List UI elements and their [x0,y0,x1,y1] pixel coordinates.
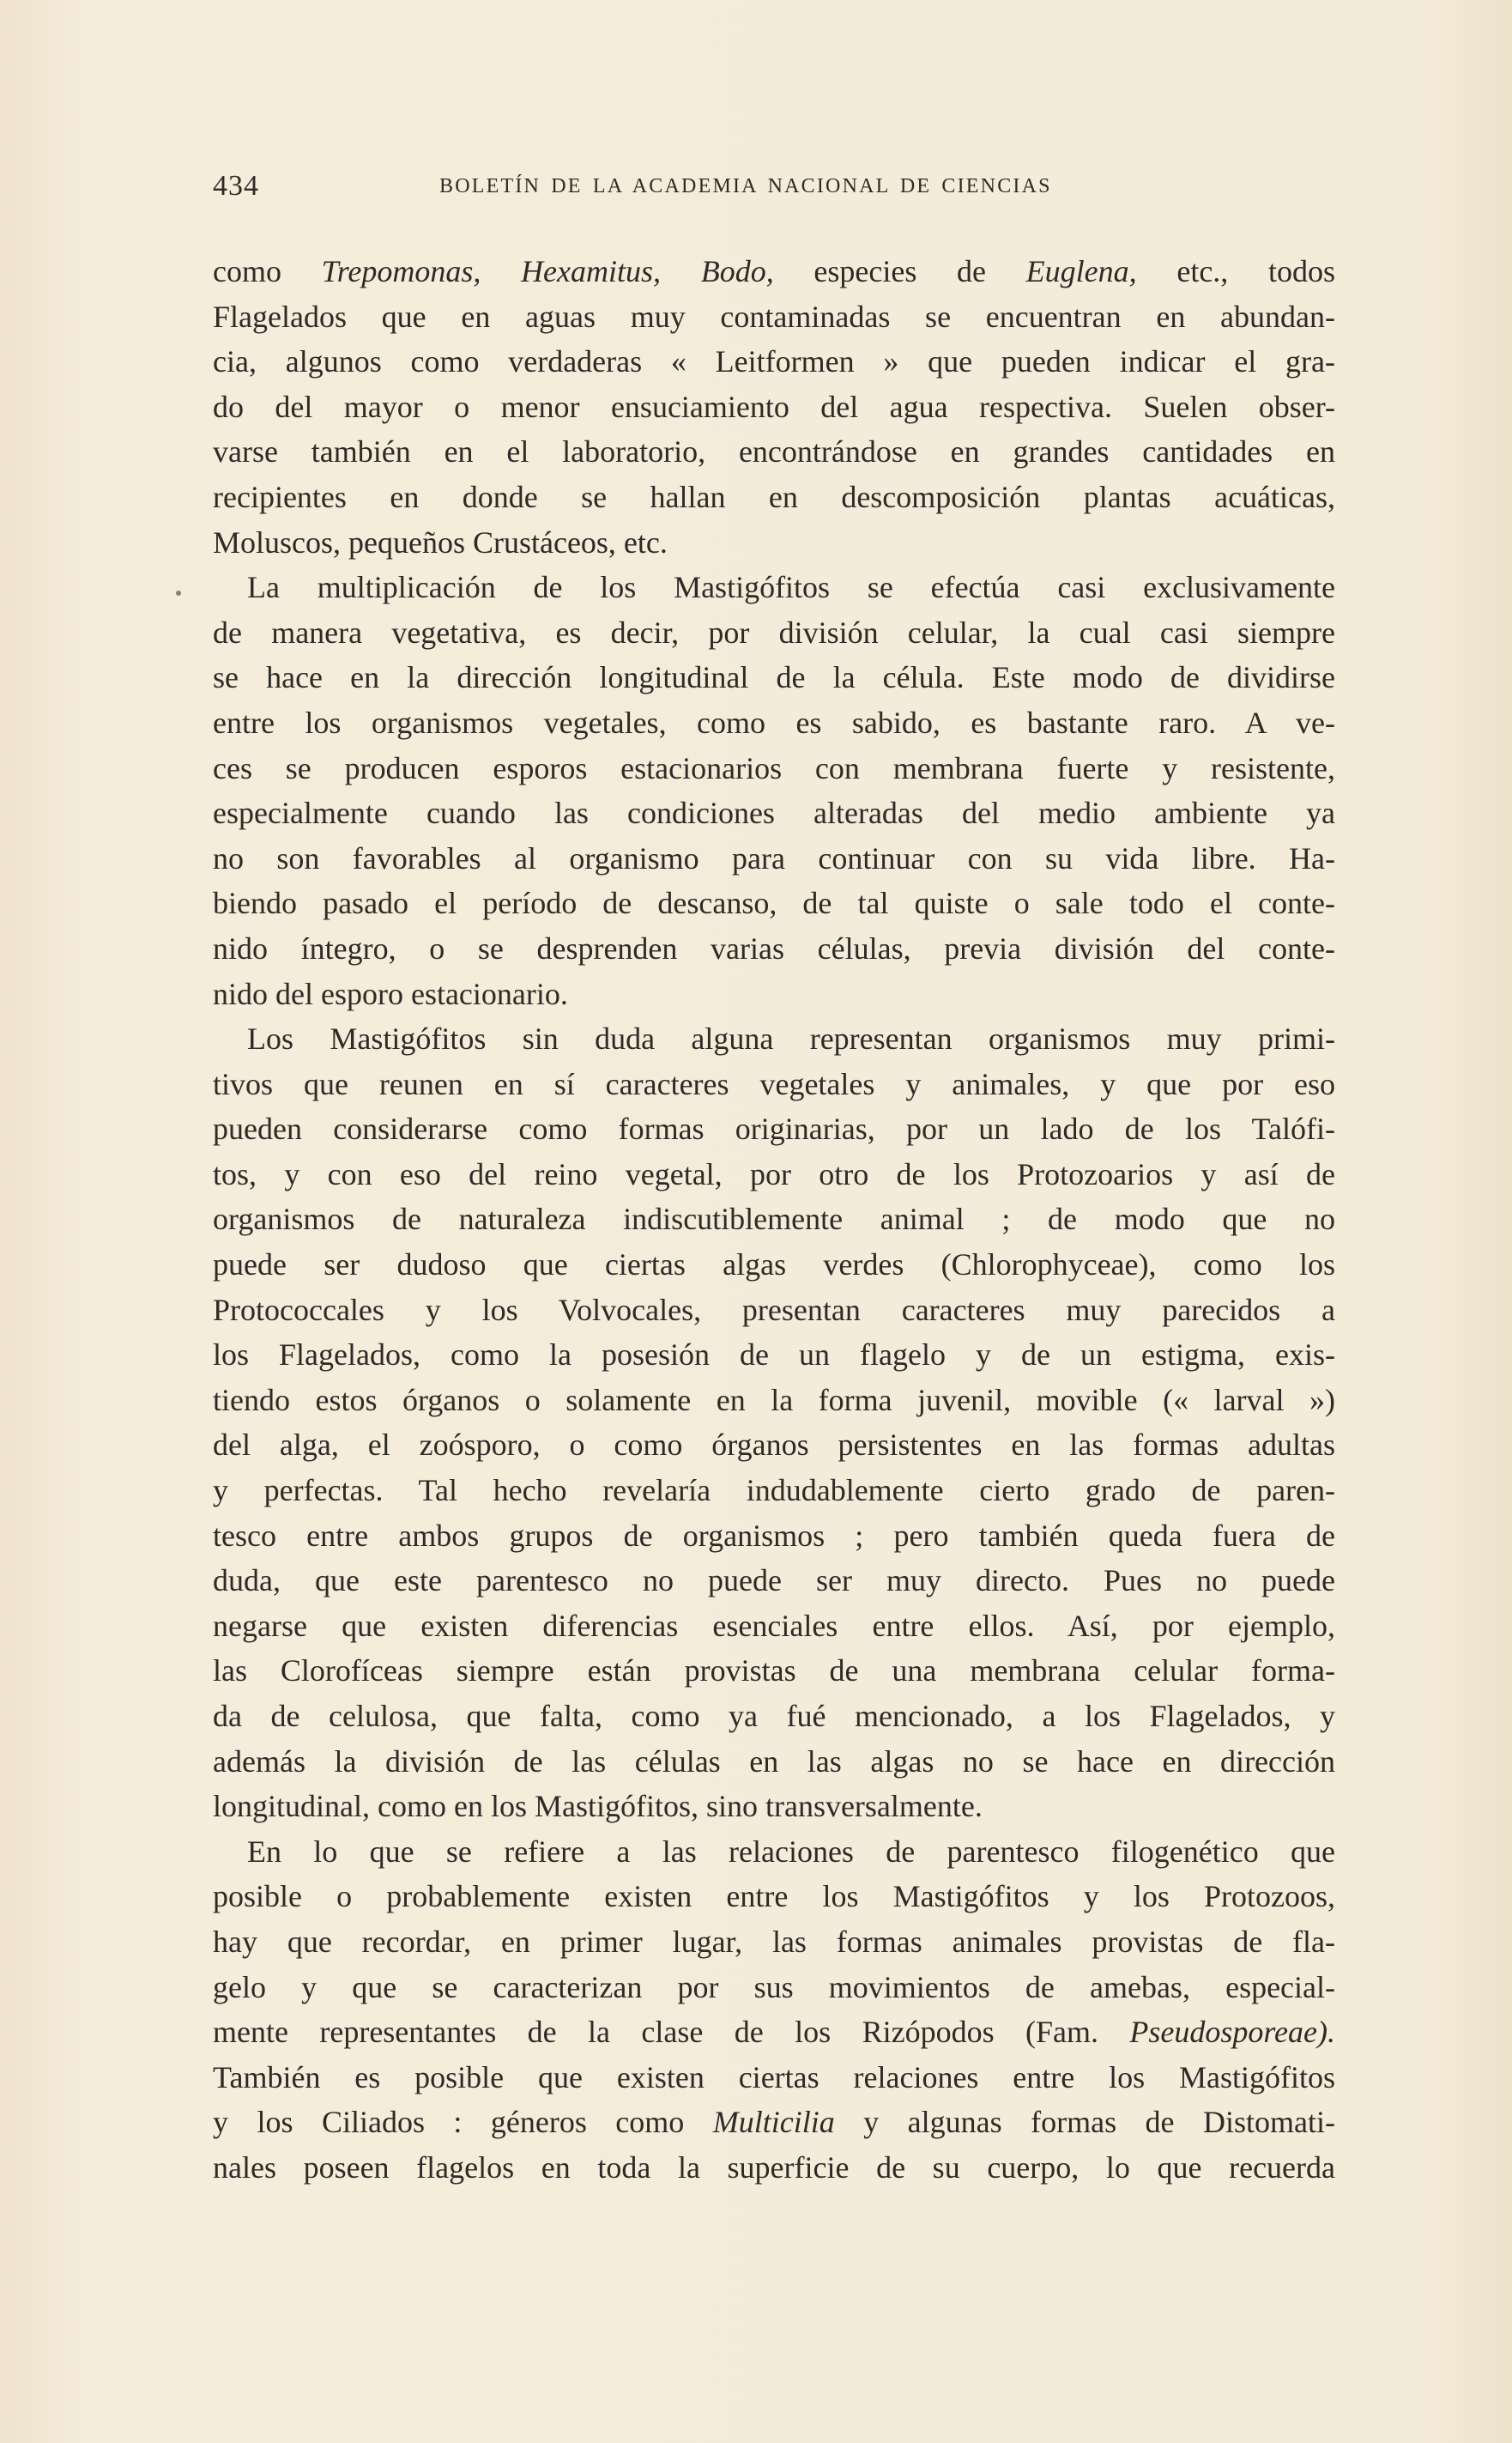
text-run: especialmente cuando las condiciones alteradas del medio ambiente ya [213,796,1335,831]
page-header [213,170,1337,221]
text-line [213,1829,1335,1875]
text-line [213,339,1335,385]
text-run: posible o probablemente existen entre los Mastigófitos y los Protozoos, [213,1879,1335,1914]
text-line [213,385,1335,430]
text-line [213,972,1335,1017]
text-run: La multiplicación de los Mastigófitos se efectúa casi exclusivamente [247,570,1335,605]
text-run: como [213,254,322,288]
text-run: ces se producen esporos estacionarios con membrana fuerte y resistente, [213,750,1335,785]
text-line [213,520,1335,566]
text-line [213,791,1335,836]
text-line [213,2145,1335,2191]
text-line [213,1965,1335,2010]
text-line [213,1784,1335,1829]
text-run: También es posible que existen ciertas relaciones entre los Mastigófitos [213,2059,1335,2094]
text-line [213,926,1335,972]
text-run: tos, y con eso del reino vegetal, por otro de los Protozoarios y así de [213,1156,1335,1191]
text-run: del alga, el zoósporo, o como órganos persistentes en las formas adultas [213,1428,1335,1463]
text-run: y perfectas. Tal hecho revelaría indudablemente cierto grado de paren- [213,1473,1335,1508]
text-run: se hace en la dirección longitudinal de la célula. Este modo de dividirse [213,660,1335,695]
body-text [213,249,1335,2191]
text-run: Moluscos, pequeños Crustáceos, etc. [213,524,668,560]
text-run: nido íntegro, o se desprenden varias células, previa división del conte- [213,931,1335,966]
text-run: las Clorofíceas siempre están provistas de una membrana celular forma- [213,1653,1335,1688]
text-run: do del mayor o menor ensuciamiento del agua respectiva. Suelen obser- [213,389,1335,424]
text-run: Flagelados que en aguas muy contaminadas se encuentran en abundan- [213,299,1335,334]
text-run: tiendo estos órganos o solamente en la forma juvenil, movible (« larval ») [213,1382,1335,1417]
text-run: hay que recordar, en primer lugar, las formas animales provistas de fla- [213,1924,1335,1959]
text-line [213,565,1335,610]
margin-dot [176,591,181,596]
running-title: BOLETÍN DE LA ACADEMIA NACIONAL DE CIENCIAS [439,175,1052,197]
text-run: puede ser dudoso que ciertas algas verdes (Chlorophyceae), como los [213,1247,1335,1282]
text-run: entre los organismos vegetales, como es sabido, es bastante raro. A ve- [213,705,1335,740]
text-line [213,1378,1335,1423]
italic-text: Trepomonas, Hexamitus, Bodo, [321,254,774,288]
text-run: negarse que existen diferencias esenciales entre ellos. Así, por ejemplo, [213,1608,1335,1643]
text-line [213,2055,1335,2100]
text-run: longitudinal, como en los Mastigófitos, sino transversalmente. [213,1789,983,1824]
page-number: 434 [213,170,259,202]
text-run: especies de [773,254,1026,288]
text-run: tivos que reunen en sí caracteres vegetales y animales, y que por eso [213,1066,1335,1101]
text-line [213,1106,1335,1152]
text-run: y algunas formas de Distomati- [834,2105,1335,2140]
text-run: Protococcales y los Volvocales, presentan caracteres muy parecidos a [213,1292,1335,1327]
text-line [213,1739,1335,1785]
text-run: En lo que se refiere a las relaciones de parentesco filogenético que [247,1834,1335,1869]
text-line [213,1919,1335,1965]
text-line [213,1603,1335,1649]
text-line [213,836,1335,882]
text-run: y los Ciliados : géneros como [213,2105,713,2140]
text-line [213,1152,1335,1197]
italic-text: Euglena, [1025,254,1137,288]
text-run: nales poseen flagelos en toda la superficie de su cuerpo, lo que recuerda [213,2149,1335,2185]
text-line [213,2100,1335,2145]
text-line [213,655,1335,700]
text-run: duda, que este parentesco no puede ser muy directo. Pues no puede [213,1563,1335,1598]
text-run: Los Mastigófitos sin duda alguna representan organismos muy primi- [247,1021,1335,1057]
text-line [213,1648,1335,1694]
text-line [213,249,1335,294]
text-line [213,1513,1335,1559]
text-run: etc., todos [1136,254,1335,288]
text-line [213,1468,1335,1513]
text-line [213,1874,1335,1919]
text-run: cia, algunos como verdaderas « Leitformen » que pueden indicar el gra- [213,344,1335,379]
text-line [213,610,1335,656]
text-run: tesco entre ambos grupos de organismos ; pero también queda fuera de [213,1518,1335,1553]
text-run: da de celulosa, que falta, como ya fué mencionado, a los Flagelados, y [213,1699,1335,1733]
text-line [213,294,1335,340]
text-run: varse también en el laboratorio, encontrándose en grandes cantidades en [213,434,1335,470]
text-run: los Flagelados, como la posesión de un flagelo y de un estigma, exis- [213,1337,1335,1373]
text-run: además la división de las células en las algas no se hace en dirección [213,1743,1335,1779]
text-line [213,1422,1335,1468]
text-line [213,1197,1335,1242]
text-line [213,1694,1335,1739]
text-run: nido del esporo estacionario. [213,976,568,1011]
text-run: biendo pasado el período de descanso, de tal quiste o sale todo el conte- [213,886,1335,921]
italic-text: Multicilia [712,2105,835,2140]
text-line [213,475,1335,520]
text-run: pueden considerarse como formas originarias, por un lado de los Talófi- [213,1112,1335,1147]
text-run: de manera vegetativa, es decir, por división celular, la cual casi siempre [213,615,1335,650]
text-line [213,1016,1335,1062]
text-line [213,429,1335,475]
text-line [213,1288,1335,1333]
text-line [213,700,1335,746]
text-run: mente representantes de la clase de los Rizópodos (Fam. [213,2015,1130,2050]
italic-text: Pseudosporeae). [1129,2015,1335,2050]
text-line [213,1242,1335,1288]
text-line [213,2010,1335,2055]
text-line [213,746,1335,791]
text-run: recipientes en donde se hallan en descomposición plantas acuáticas, [213,479,1335,514]
text-run: no son favorables al organismo para continuar con su vida libre. Ha- [213,840,1335,876]
text-run: organismos de naturaleza indiscutiblemente animal ; de modo que no [213,1202,1335,1237]
text-line [213,1558,1335,1603]
text-line [213,1332,1335,1378]
text-line [213,881,1335,926]
text-line [213,1062,1335,1107]
text-run: gelo y que se caracterizan por sus movimientos de amebas, especial- [213,1969,1335,2004]
